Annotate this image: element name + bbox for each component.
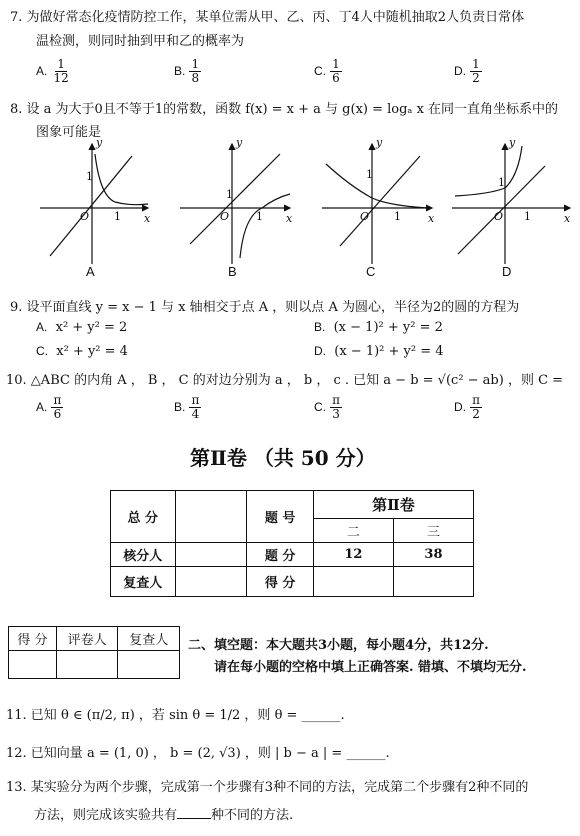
graph-a-y-label: y	[96, 136, 103, 149]
score3: 38	[393, 543, 473, 567]
graph-b-one-x: 1	[256, 210, 263, 223]
graph-d-y-label: y	[509, 136, 516, 149]
graph-a-one-y: 1	[86, 170, 93, 183]
q13-blank	[177, 806, 211, 819]
q7-option-a: A. $\frac{1}{12}$	[36, 57, 69, 85]
q12: 12. 已知向量 a = (1, 0) ， b = (2, √3) ，则 | b − a | = ______.	[6, 746, 390, 761]
q13-line2: 方法，则完成该实验共有 种不同的方法.	[34, 808, 294, 823]
graph-c-x-label: x	[428, 212, 435, 225]
section-title: 第Ⅱ卷 （共 50 分）	[190, 446, 376, 470]
q8-choice-c: C	[366, 264, 376, 279]
grader-c3	[118, 651, 180, 679]
grader-c2	[56, 651, 118, 679]
got3-cell	[393, 567, 473, 597]
graph-a-origin: O	[80, 210, 90, 223]
graph-d-origin: O	[494, 210, 504, 223]
total-cell	[175, 491, 247, 543]
q8-choice-b: B	[228, 264, 237, 279]
q10-option-b: B. $\frac{\pi}{4}$	[174, 393, 200, 421]
grader-c1	[9, 651, 57, 679]
score-table	[110, 490, 474, 597]
section2-title: 二、填空题：本大题共3小题，每小题4分，共12分.	[188, 638, 489, 653]
q10-option-c: C. $\frac{\pi}{3}$	[314, 393, 341, 421]
graph-b-x-label: x	[286, 212, 293, 225]
graph-b-one-y: 1	[226, 188, 233, 201]
q10-stem: 10. △ABC 的内角 A ， B ， C 的对边分别为 a ， b ， c . 已知 a − b = √(c² − ab) ，则 C =	[6, 373, 564, 388]
score2: 12	[313, 543, 393, 567]
grader-h1: 得 分	[9, 627, 57, 651]
graph-b-y-label: y	[236, 136, 243, 149]
graph-c-origin: O	[360, 210, 370, 223]
q9-option-b: B. (x − 1)² + y² = 2	[314, 320, 443, 335]
graph-d-one-x: 1	[524, 210, 531, 223]
checker-cell	[175, 543, 247, 567]
q11: 11. 已知 θ ∈ (π/2, π) ，若 sin θ = 1/2 ，则 θ = ______.	[6, 708, 345, 723]
reviewer-label: 复查人	[111, 567, 176, 597]
q9-option-a: A. x² + y² = 2	[36, 320, 128, 335]
graph-a	[40, 144, 148, 264]
q7-option-d: D. $\frac{1}{2}$	[454, 57, 480, 85]
part3-header: 三	[393, 519, 473, 543]
graph-b	[180, 144, 290, 264]
graph-c-one-x: 1	[394, 210, 401, 223]
q7-option-c: C. $\frac{1}{6}$	[314, 57, 340, 85]
q10-option-d: D. $\frac{\pi}{2}$	[454, 393, 481, 421]
graph-c-one-y: 1	[366, 168, 373, 181]
q7-stem-line1: 7. 为做好常态化疫情防控工作，某单位需从甲、乙、丙、丁4人中随机抽取2人负责日常体	[10, 10, 525, 25]
score-label: 题 分	[247, 543, 313, 567]
grader-h3: 复查人	[118, 627, 180, 651]
grader-h2: 评卷人	[56, 627, 118, 651]
checker-label: 核分人	[111, 543, 176, 567]
item-no-label: 题 号	[247, 491, 313, 543]
got-label: 得 分	[247, 567, 313, 597]
got2-cell	[313, 567, 393, 597]
q7-stem-line2: 温检测，则同时抽到甲和乙的概率为	[36, 34, 245, 49]
part-header: 第Ⅱ卷	[313, 491, 473, 519]
q7-option-b: B. $\frac{1}{8}$	[174, 57, 200, 85]
q8-choice-a: A	[86, 264, 95, 279]
q13-line1: 13. 某实验分为两个步骤，完成第一个步骤有3种不同的方法，完成第二个步骤有2种不同的	[6, 780, 529, 795]
graph-c-y-label: y	[376, 136, 383, 149]
q9-option-c: C. x² + y² = 4	[36, 344, 128, 359]
q9-stem: 9. 设平面直线 y = x − 1 与 x 轴相交于点 A ，则以点 A 为圆心，半径为2的圆的方程为	[10, 300, 520, 315]
graph-a-one-x: 1	[114, 210, 121, 223]
q8-stem-line2: 图象可能是	[36, 125, 102, 140]
reviewer-cell	[175, 567, 247, 597]
graph-d	[452, 144, 570, 264]
q9-option-d: D. (x − 1)² + y² = 4	[314, 344, 444, 359]
graph-b-origin: O	[220, 210, 230, 223]
q8-stem-line1: 8. 设 a 为大于0且不等于1的常数，函数 f(x) = x + a 与 g(x) = logₐ x 在同一直角坐标系中的	[10, 102, 559, 117]
graph-d-x-label: x	[564, 212, 571, 225]
q8-choice-d: D	[502, 264, 512, 279]
graph-c	[322, 144, 432, 264]
grader-table	[8, 626, 180, 679]
section2-note: 请在每小题的空格中填上正确答案. 错填、不填均无分.	[214, 660, 527, 675]
part2-header: 二	[313, 519, 393, 543]
graph-a-x-label: x	[144, 212, 151, 225]
total-label: 总 分	[111, 491, 176, 543]
graph-d-one-y: 1	[498, 176, 505, 189]
q10-option-a: A. $\frac{\pi}{6}$	[36, 393, 62, 421]
